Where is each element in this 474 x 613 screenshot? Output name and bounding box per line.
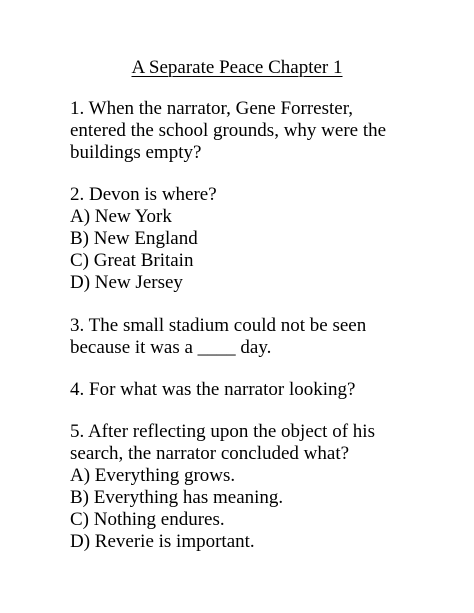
- question-5-option-b: B) Everything has meaning.: [70, 487, 284, 508]
- question-5-option-c: C) Nothing endures.: [70, 509, 225, 530]
- question-3-line-2: because it was a ____ day.: [70, 337, 272, 358]
- question-3-line-1: 3. The small stadium could not be seen: [70, 315, 367, 336]
- question-2-option-c: C) Great Britain: [70, 250, 194, 271]
- question-5-option-d: D) Reverie is important.: [70, 531, 255, 552]
- question-5-line-1: 5. After reflecting upon the object of his: [70, 421, 375, 442]
- question-2-option-b: B) New England: [70, 228, 198, 249]
- question-1-line-1: 1. When the narrator, Gene Forrester,: [70, 98, 354, 119]
- question-4-text: 4. For what was the narrator looking?: [70, 379, 356, 400]
- question-1-line-2: entered the school grounds, why were the: [70, 120, 387, 141]
- question-2-text: 2. Devon is where?: [70, 184, 217, 205]
- question-1-line-3: buildings empty?: [70, 142, 202, 163]
- question-2-option-a: A) New York: [70, 206, 172, 227]
- question-5-option-a: A) Everything grows.: [70, 465, 236, 486]
- question-5-line-2: search, the narrator concluded what?: [70, 443, 350, 464]
- worksheet-title: [0, 56, 474, 80]
- worksheet-title-text: A Separate Peace Chapter 1: [131, 57, 343, 78]
- question-2-option-d: D) New Jersey: [70, 272, 183, 293]
